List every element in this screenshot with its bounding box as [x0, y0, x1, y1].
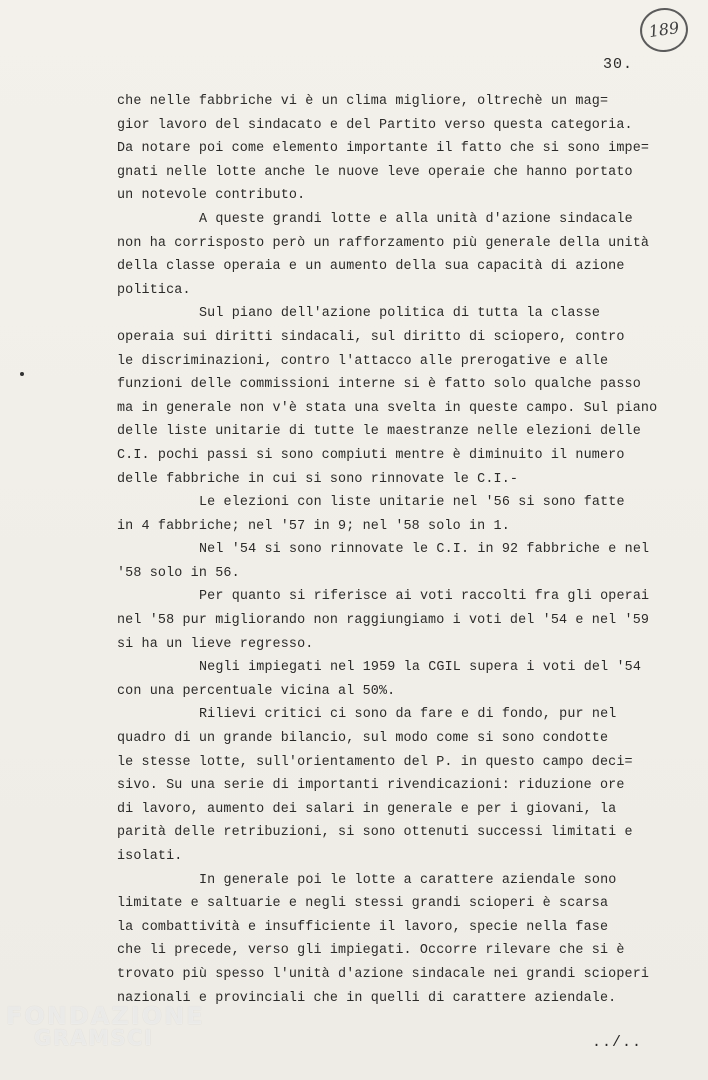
text-line: delle fabbriche in cui si sono rinnovate le C.I.- — [117, 471, 519, 487]
text-line: operaia sui diritti sindacali, sul diritto di sciopero, contro — [117, 329, 625, 345]
text-line: Rilievi critici ci sono da fare e di fondo, pur nel — [199, 707, 617, 723]
page-number: 30. — [603, 56, 634, 73]
archive-stamp: 189 — [637, 5, 691, 55]
text-line: di lavoro, aumento dei salari in generale e per i giovani, la — [117, 801, 617, 817]
text-line: le stesse lotte, sull'orientamento del P. in questo campo deci= — [117, 754, 633, 770]
text-line: delle liste unitarie di tutte le maestranze nelle elezioni delle — [117, 424, 641, 440]
archive-watermark — [6, 1004, 205, 1049]
text-line: si ha un lieve regresso. — [117, 636, 314, 652]
text-line: parità delle retribuzioni, si sono ottenuti successi limitati e — [117, 825, 633, 841]
text-line: Negli impiegati nel 1959 la CGIL supera i voti del '54 — [199, 660, 642, 676]
text-line: Sul piano dell'azione politica di tutta la classe — [199, 306, 601, 322]
text-line: In generale poi le lotte a carattere aziendale sono — [199, 872, 617, 888]
watermark-line-2: GRAMSCI — [34, 1026, 154, 1050]
text-line: della classe operaia e un aumento della sua capacità di azione — [117, 259, 625, 275]
text-line: con una percentuale vicina al 50%. — [117, 683, 396, 699]
text-line: non ha corrisposto però un rafforzamento più generale della unità — [117, 235, 650, 251]
text-line: Le elezioni con liste unitarie nel '56 si sono fatte — [199, 495, 625, 511]
text-line: A queste grandi lotte e alla unità d'azione sindacale — [199, 211, 633, 227]
text-line: sivo. Su una serie di importanti rivendicazioni: riduzione ore — [117, 778, 625, 794]
text-line: la combattività e insufficiente il lavoro, specie nella fase — [117, 919, 609, 935]
text-line: nel '58 pur migliorando non raggiungiamo i voti del '54 e nel '59 — [117, 613, 650, 629]
text-line: Per quanto si riferisce ai voti raccolti fra gli operai — [199, 589, 650, 605]
text-line: trovato più spesso l'unità d'azione sindacale nei grandi scioperi — [117, 966, 650, 982]
margin-mark — [20, 372, 24, 376]
text-line: C.I. pochi passi si sono compiuti mentre è diminuito il numero — [117, 447, 625, 463]
text-line: che li precede, verso gli impiegati. Occorre rilevare che si è — [117, 943, 625, 959]
text-line: quadro di un grande bilancio, sul modo come si sono condotte — [117, 731, 609, 747]
text-line: gnati nelle lotte anche le nuove leve operaie che hanno portato — [117, 164, 633, 180]
text-line: un notevole contributo. — [117, 188, 306, 204]
text-line: nazionali e provinciali che in quelli di carattere aziendale. — [117, 990, 617, 1006]
text-line: politica. — [117, 282, 191, 298]
text-line: Nel '54 si sono rinnovate le C.I. in 92 fabbriche e nel — [199, 542, 650, 558]
text-line: in 4 fabbriche; nel '57 in 9; nel '58 solo in 1. — [117, 518, 510, 534]
text-line: gior lavoro del sindacato e del Partito verso questa categoria. — [117, 117, 633, 133]
watermark-line-1: FONDAZIONE — [6, 1002, 205, 1030]
text-line: Da notare poi come elemento importante il fatto che si sono impe= — [117, 141, 650, 157]
typewritten-body — [117, 90, 677, 1010]
text-line: ma in generale non v'è stata una svelta in queste campo. Sul piano — [117, 400, 658, 416]
text-line: isolati. — [117, 849, 183, 864]
continuation-mark: ../.. — [592, 1034, 643, 1051]
text-line: limitate e saltuarie e negli stessi grandi scioperi è scarsa — [117, 896, 609, 912]
text-line: '58 solo in 56. — [117, 565, 240, 581]
text-line: le discriminazioni, contro l'attacco alle prerogative e alle — [117, 353, 609, 369]
text-line: che nelle fabbriche vi è un clima migliore, oltrechè un mag= — [117, 94, 609, 109]
text-line: funzioni delle commissioni interne si è fatto solo qualche passo — [117, 377, 641, 393]
